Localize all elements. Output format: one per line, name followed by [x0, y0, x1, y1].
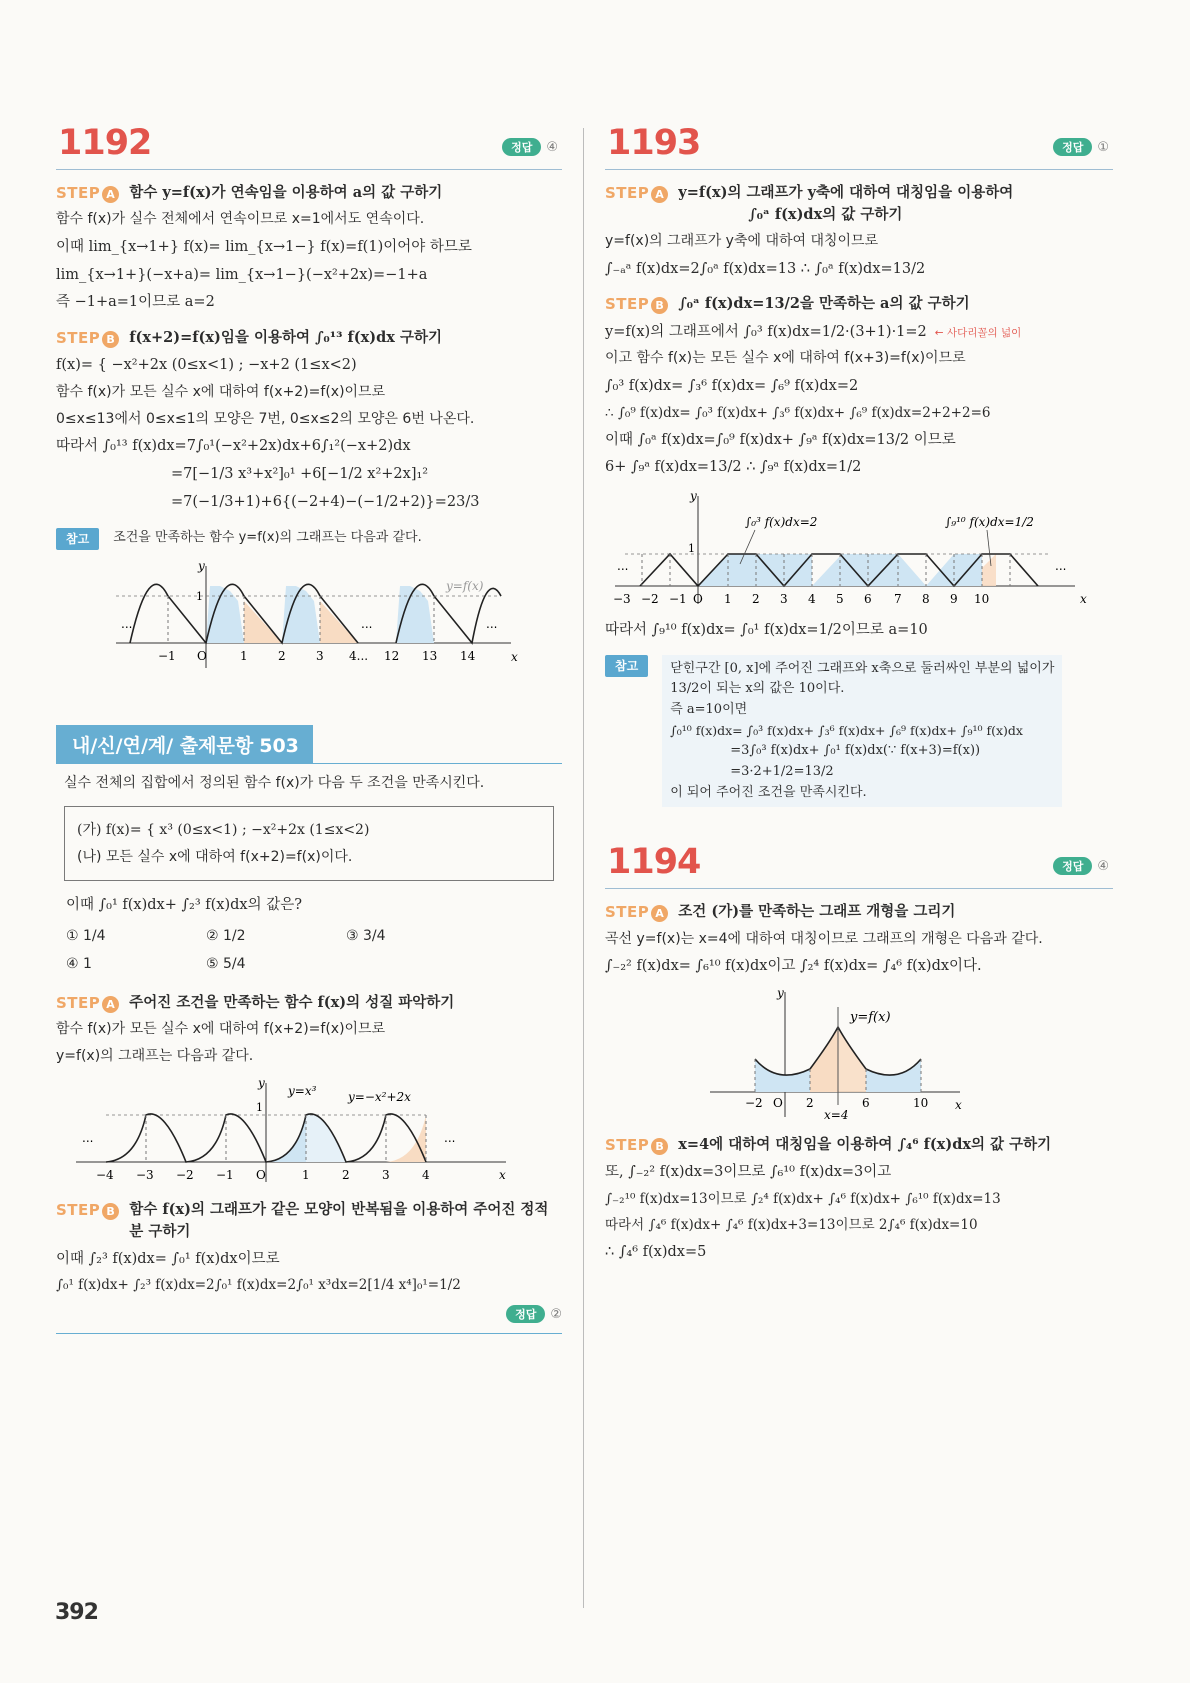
step-a-heading — [56, 992, 562, 1015]
x-tick: 6 — [862, 1096, 870, 1111]
page-number: 392 — [55, 1600, 98, 1625]
ellipsis: ... — [361, 617, 373, 632]
step-label: STEP B — [605, 293, 668, 316]
x-tick: −3 — [613, 591, 631, 606]
periodic-graph-naesin — [56, 1077, 556, 1185]
text-line: 함수 f(x)가 실수 전체에서 연속이므로 x=1에서도 연속이다. — [56, 211, 425, 228]
condition-box — [64, 806, 554, 881]
answer-tag — [502, 138, 558, 156]
x-tick: 8 — [922, 591, 930, 606]
math-line: 즉 −1+a=1이므로 a=2 — [56, 294, 215, 311]
step-label: STEP B — [56, 1199, 119, 1222]
label-quadratic: y=−x²+2x — [348, 1089, 411, 1104]
math-line: ∫₀¹ f(x)dx+ ∫₂³ f(x)dx=2∫₀¹ f(x)dx=2∫₀¹ x³dx=2[1/4 x⁴]₀¹=1/2 — [56, 1277, 461, 1294]
right-column — [605, 118, 1113, 1264]
math-line: 따라서 ∫₄⁶ f(x)dx+ ∫₄⁶ f(x)dx+3=13이므로 2∫₄⁶ f(x)dx=10 — [605, 1216, 978, 1233]
naesin-title: 내/신/연/계/ 출제문항 503 — [56, 725, 313, 764]
answer-label: 정답 — [1053, 857, 1092, 875]
problem-1193-header — [605, 118, 1113, 170]
math-line: ∫₋ₐᵃ f(x)dx=2∫₀ᵃ f(x)dx=13 ∴ ∫₀ᵃ f(x)dx=13/2 — [605, 260, 926, 277]
step-label: STEP A — [56, 992, 119, 1015]
x-tick: 5 — [836, 591, 844, 606]
text-line: 0≤x≤13에서 0≤x≤1의 모양은 7번, 0≤x≤2의 모양은 6번 나온다. — [56, 410, 475, 427]
x-tick: 9 — [950, 591, 958, 606]
problem-number: 1192 — [58, 123, 152, 163]
choice-2[interactable]: ② 1/2 — [206, 928, 246, 944]
conclusion-line: 따라서 ∫₉¹⁰ f(x)dx= ∫₀¹ f(x)dx=1/2이므로 a=10 — [605, 621, 928, 638]
text-line: 곡선 y=f(x)는 x=4에 대하여 대칭이므로 그래프의 개형은 다음과 같다. — [605, 930, 1043, 947]
answer-value: ④ — [546, 139, 558, 155]
step-b-heading — [56, 1199, 562, 1244]
ellipsis: ... — [444, 1130, 456, 1145]
note-text: 조건을 만족하는 함수 y=f(x)의 그래프는 다음과 같다. — [113, 530, 422, 546]
step-label: STEP B — [605, 1134, 668, 1157]
x-axis-label: x — [1080, 591, 1087, 606]
y-axis-label: y — [198, 559, 205, 574]
note-label: 참고 — [605, 655, 648, 677]
step-b-heading — [605, 293, 1113, 316]
math-line: ∴ ∫₀⁹ f(x)dx= ∫₀³ f(x)dx+ ∫₃⁶ f(x)dx+ ∫₆⁹ f(x)dx=2+2+2=6 — [605, 404, 991, 421]
x-tick: 7 — [894, 591, 902, 606]
x-tick: 3 — [316, 649, 324, 664]
step-title: 함수 y=f(x)가 연속임을 이용하여 a의 값 구하기 — [129, 184, 443, 201]
x-tick: 3 — [382, 1167, 390, 1182]
math-line: ∴ ∫₄⁶ f(x)dx=5 — [605, 1243, 707, 1260]
x-tick: 14 — [460, 649, 476, 664]
step-label: STEP A — [56, 182, 119, 205]
note-line: ∫₀¹⁰ f(x)dx= ∫₀³ f(x)dx+ ∫₃⁶ f(x)dx+ ∫₆⁹ f(x)dx+ ∫₉¹⁰ f(x)dx — [670, 722, 1023, 738]
math-line: =7(−1/3+1)+6{(−2+4)−(−1/2+2)}=23/3 — [171, 493, 480, 510]
x-tick: −2 — [176, 1167, 194, 1182]
x-tick: 6 — [864, 591, 872, 606]
math-line: ∫₋₂¹⁰ f(x)dx=13이므로 ∫₂⁴ f(x)dx+ ∫₄⁶ f(x)dx+ ∫₆¹⁰ f(x)dx=13 — [605, 1190, 1001, 1207]
x-axis-label: x — [955, 1098, 962, 1113]
ellipsis: ... — [617, 558, 629, 573]
answer-tag — [1053, 138, 1109, 156]
question-text: 실수 전체의 집합에서 정의된 함수 f(x)가 다음 두 조건을 만족시킨다. — [64, 775, 485, 792]
periodic-graph-1192 — [56, 558, 556, 673]
x-axis-label: x — [511, 650, 518, 665]
x-tick: −3 — [136, 1167, 154, 1182]
note-line: 즉 a=10이면 — [670, 702, 748, 718]
reference-note — [605, 655, 1113, 808]
x-tick: O — [256, 1167, 266, 1182]
x-tick: −1 — [669, 591, 687, 606]
x-tick: 1 — [724, 591, 732, 606]
step-title: 주어진 조건을 만족하는 함수 f(x)의 성질 파악하기 — [129, 994, 455, 1011]
problem-1194-header — [605, 837, 1113, 889]
problem-number: 1193 — [607, 123, 701, 163]
step-a-heading — [56, 182, 562, 205]
math-line: lim_{x→1+}(−x+a)= lim_{x→1−}(−x²+2x)=−1+a — [56, 266, 428, 283]
curve-label: y=f(x) — [446, 579, 484, 594]
choice-1[interactable]: ① 1/4 — [66, 928, 106, 944]
text-line: 함수 f(x)가 모든 실수 x에 대하여 f(x+2)=f(x)이므로 — [56, 383, 386, 400]
math-line: 이때 ∫₀ᵃ f(x)dx=∫₀⁹ f(x)dx+ ∫₉ᵃ f(x)dx=13/2 이므로 — [605, 431, 956, 448]
x-tick: 2 — [752, 591, 760, 606]
math-line: 이때 ∫₂³ f(x)dx= ∫₀¹ f(x)dx이므로 — [56, 1250, 280, 1267]
left-column — [56, 118, 562, 1334]
answer-label: 정답 — [502, 138, 541, 156]
step-title: f(x+2)=f(x)임을 이용하여 ∫₀¹³ f(x)dx 구하기 — [129, 328, 442, 346]
math-line: 또, ∫₋₂² f(x)dx=3이므로 ∫₆¹⁰ f(x)dx=3이고 — [605, 1164, 892, 1181]
y-axis-label: y — [777, 987, 784, 1001]
math-line: ∫₀³ f(x)dx= ∫₃⁶ f(x)dx= ∫₆⁹ f(x)dx=2 — [605, 378, 859, 395]
problem-number: 1194 — [607, 842, 701, 883]
note-line: =3∫₀³ f(x)dx+ ∫₀¹ f(x)dx(∵ f(x+3)=f(x)) — [730, 742, 981, 758]
step-title: ∫₀ᵃ f(x)dx=13/2을 만족하는 a의 값 구하기 — [678, 295, 970, 313]
step-title: 조건 (가)를 만족하는 그래프 개형을 그리기 — [678, 903, 956, 921]
answer-tag — [1053, 857, 1109, 875]
step-label: STEP A — [605, 182, 668, 205]
condition-b: (나) 모든 실수 x에 대하여 f(x+2)=f(x)이다. — [77, 848, 353, 865]
math-line: =7[−1/3 x³+x²]₀¹ +6[−1/2 x²+2x]₁² — [171, 466, 429, 483]
y-tick: 1 — [196, 590, 203, 604]
choice-3[interactable]: ③ 3/4 — [346, 928, 386, 944]
x-tick: 2 — [278, 649, 286, 664]
step-title: y=f(x)의 그래프가 y축에 대하여 대칭임을 이용하여 ∫₀ᵃ f(x)dx의 값 구하기 — [678, 184, 1014, 224]
step-a-heading — [605, 901, 1113, 924]
x-tick: O — [773, 1096, 783, 1111]
x-tick: 2 — [806, 1096, 814, 1111]
step-title: 함수 f(x)의 그래프가 같은 모양이 반복됨을 이용하여 주어진 정적분 구하기 — [129, 1200, 549, 1241]
choice-5[interactable]: ⑤ 5/4 — [206, 956, 246, 972]
x-axis-label: x — [499, 1167, 506, 1182]
x-tick: −1 — [158, 649, 176, 664]
x-tick: O — [693, 591, 703, 606]
step-b-heading — [56, 327, 562, 350]
label-cubic: y=x³ — [288, 1083, 317, 1098]
ellipsis: ... — [121, 617, 133, 632]
integral-label-0-3: ∫₀³ f(x)dx=2 — [745, 514, 818, 529]
curve-label: y=f(x) — [850, 1010, 891, 1026]
condition-a: (가) f(x)= { x³ (0≤x<1) ; −x²+2x (1≤x<2) — [77, 822, 370, 839]
ellipsis: ... — [82, 1130, 94, 1145]
naesin-section — [56, 725, 562, 764]
x-tick: 1 — [302, 1167, 310, 1182]
x-tick: 10 — [913, 1096, 929, 1111]
answer-value: ④ — [1097, 858, 1109, 874]
x-tick: 13 — [422, 649, 438, 664]
x-tick: 2 — [342, 1167, 350, 1182]
column-divider — [583, 128, 584, 1608]
math-line: y=f(x)의 그래프에서 ∫₀³ f(x)dx=1/2·(3+1)·1=2 ← 사다리꼴의 넓이 — [605, 323, 1022, 340]
trapezoid-graph-1193 — [605, 488, 1110, 608]
y-axis-label: y — [690, 488, 697, 503]
symmetric-graph-1194 — [605, 987, 1110, 1122]
math-line: ∫₋₂² f(x)dx= ∫₆¹⁰ f(x)dx이고 ∫₂⁴ f(x)dx= ∫₄⁶ f(x)dx이다. — [605, 958, 982, 975]
x-tick: 4... — [349, 649, 369, 664]
step-b-heading — [605, 1134, 1113, 1157]
y-axis-label: y — [258, 1076, 265, 1090]
note-line: 13/2이 되는 x의 값은 10이다. — [670, 681, 845, 697]
text-line: y=f(x)의 그래프는 다음과 같다. — [56, 1048, 254, 1065]
text-line: y=f(x)의 그래프가 y축에 대하여 대칭이므로 — [605, 232, 879, 249]
ellipsis: ... — [1055, 558, 1067, 573]
question-ask: 이때 ∫₀¹ f(x)dx+ ∫₂³ f(x)dx의 값은? — [66, 897, 302, 914]
math-line: 6+ ∫₉ᵃ f(x)dx=13/2 ∴ ∫₉ᵃ f(x)dx=1/2 — [605, 459, 862, 476]
x-tick: −2 — [745, 1096, 763, 1111]
integral-label-9-10: ∫₉¹⁰ f(x)dx=1/2 — [945, 514, 1034, 529]
reference-note — [56, 528, 562, 550]
answer-choices — [66, 928, 562, 972]
x-tick: 12 — [384, 649, 400, 664]
problem-1192-header — [56, 118, 562, 170]
y-tick: 1 — [256, 1100, 263, 1114]
step-title: x=4에 대하여 대칭임을 이용하여 ∫₄⁶ f(x)dx의 값 구하기 — [678, 1136, 1052, 1154]
answer-value: ① — [1097, 139, 1109, 155]
x-tick: −2 — [641, 591, 659, 606]
answer-label: 정답 — [1053, 138, 1092, 156]
answer-value: ② — [550, 1306, 562, 1322]
x-tick: 1 — [240, 649, 248, 664]
ellipsis: ... — [486, 617, 498, 632]
note-line: 닫힌구간 [0, x]에 주어진 그래프와 x축으로 둘러싸인 부분의 넓이가 — [670, 660, 1055, 676]
piecewise-definition: f(x)= { −x²+2x (0≤x<1) ; −x+2 (1≤x<2) — [56, 357, 357, 374]
side-note: ← 사다리꼴의 넓이 — [934, 326, 1022, 339]
x-tick: 10 — [974, 591, 990, 606]
x-tick: 4 — [422, 1167, 430, 1182]
step-label: STEP A — [605, 901, 668, 924]
y-tick: 1 — [688, 541, 695, 555]
math-line: 이때 lim_{x→1+} f(x)= lim_{x→1−} f(x)=f(1)이어야 하므로 — [56, 239, 472, 256]
x-tick: 3 — [780, 591, 788, 606]
step-a-heading — [605, 182, 1113, 227]
text-line: 이고 함수 f(x)는 모든 실수 x에 대하여 f(x+3)=f(x)이므로 — [605, 350, 966, 367]
math-line: 따라서 ∫₀¹³ f(x)dx=7∫₀¹(−x²+2x)dx+6∫₁²(−x+2)dx — [56, 438, 411, 455]
answer-tag — [506, 1305, 562, 1323]
x-tick: O — [197, 649, 207, 664]
step-label: STEP B — [56, 327, 119, 350]
note-line: 이 되어 주어진 조건을 만족시킨다. — [670, 784, 867, 800]
choice-4[interactable]: ④ 1 — [66, 956, 92, 972]
answer-label: 정답 — [506, 1305, 545, 1323]
note-body — [662, 655, 1062, 808]
text-line: 함수 f(x)가 모든 실수 x에 대하여 f(x+2)=f(x)이므로 — [56, 1021, 386, 1038]
x-tick: −1 — [216, 1167, 234, 1182]
x-tick: 4 — [808, 591, 816, 606]
x-tick: −4 — [96, 1167, 114, 1182]
note-label: 참고 — [56, 528, 99, 550]
note-line: =3·2+1/2=13/2 — [730, 763, 834, 779]
axis-of-symmetry-label: x=4 — [824, 1108, 849, 1123]
